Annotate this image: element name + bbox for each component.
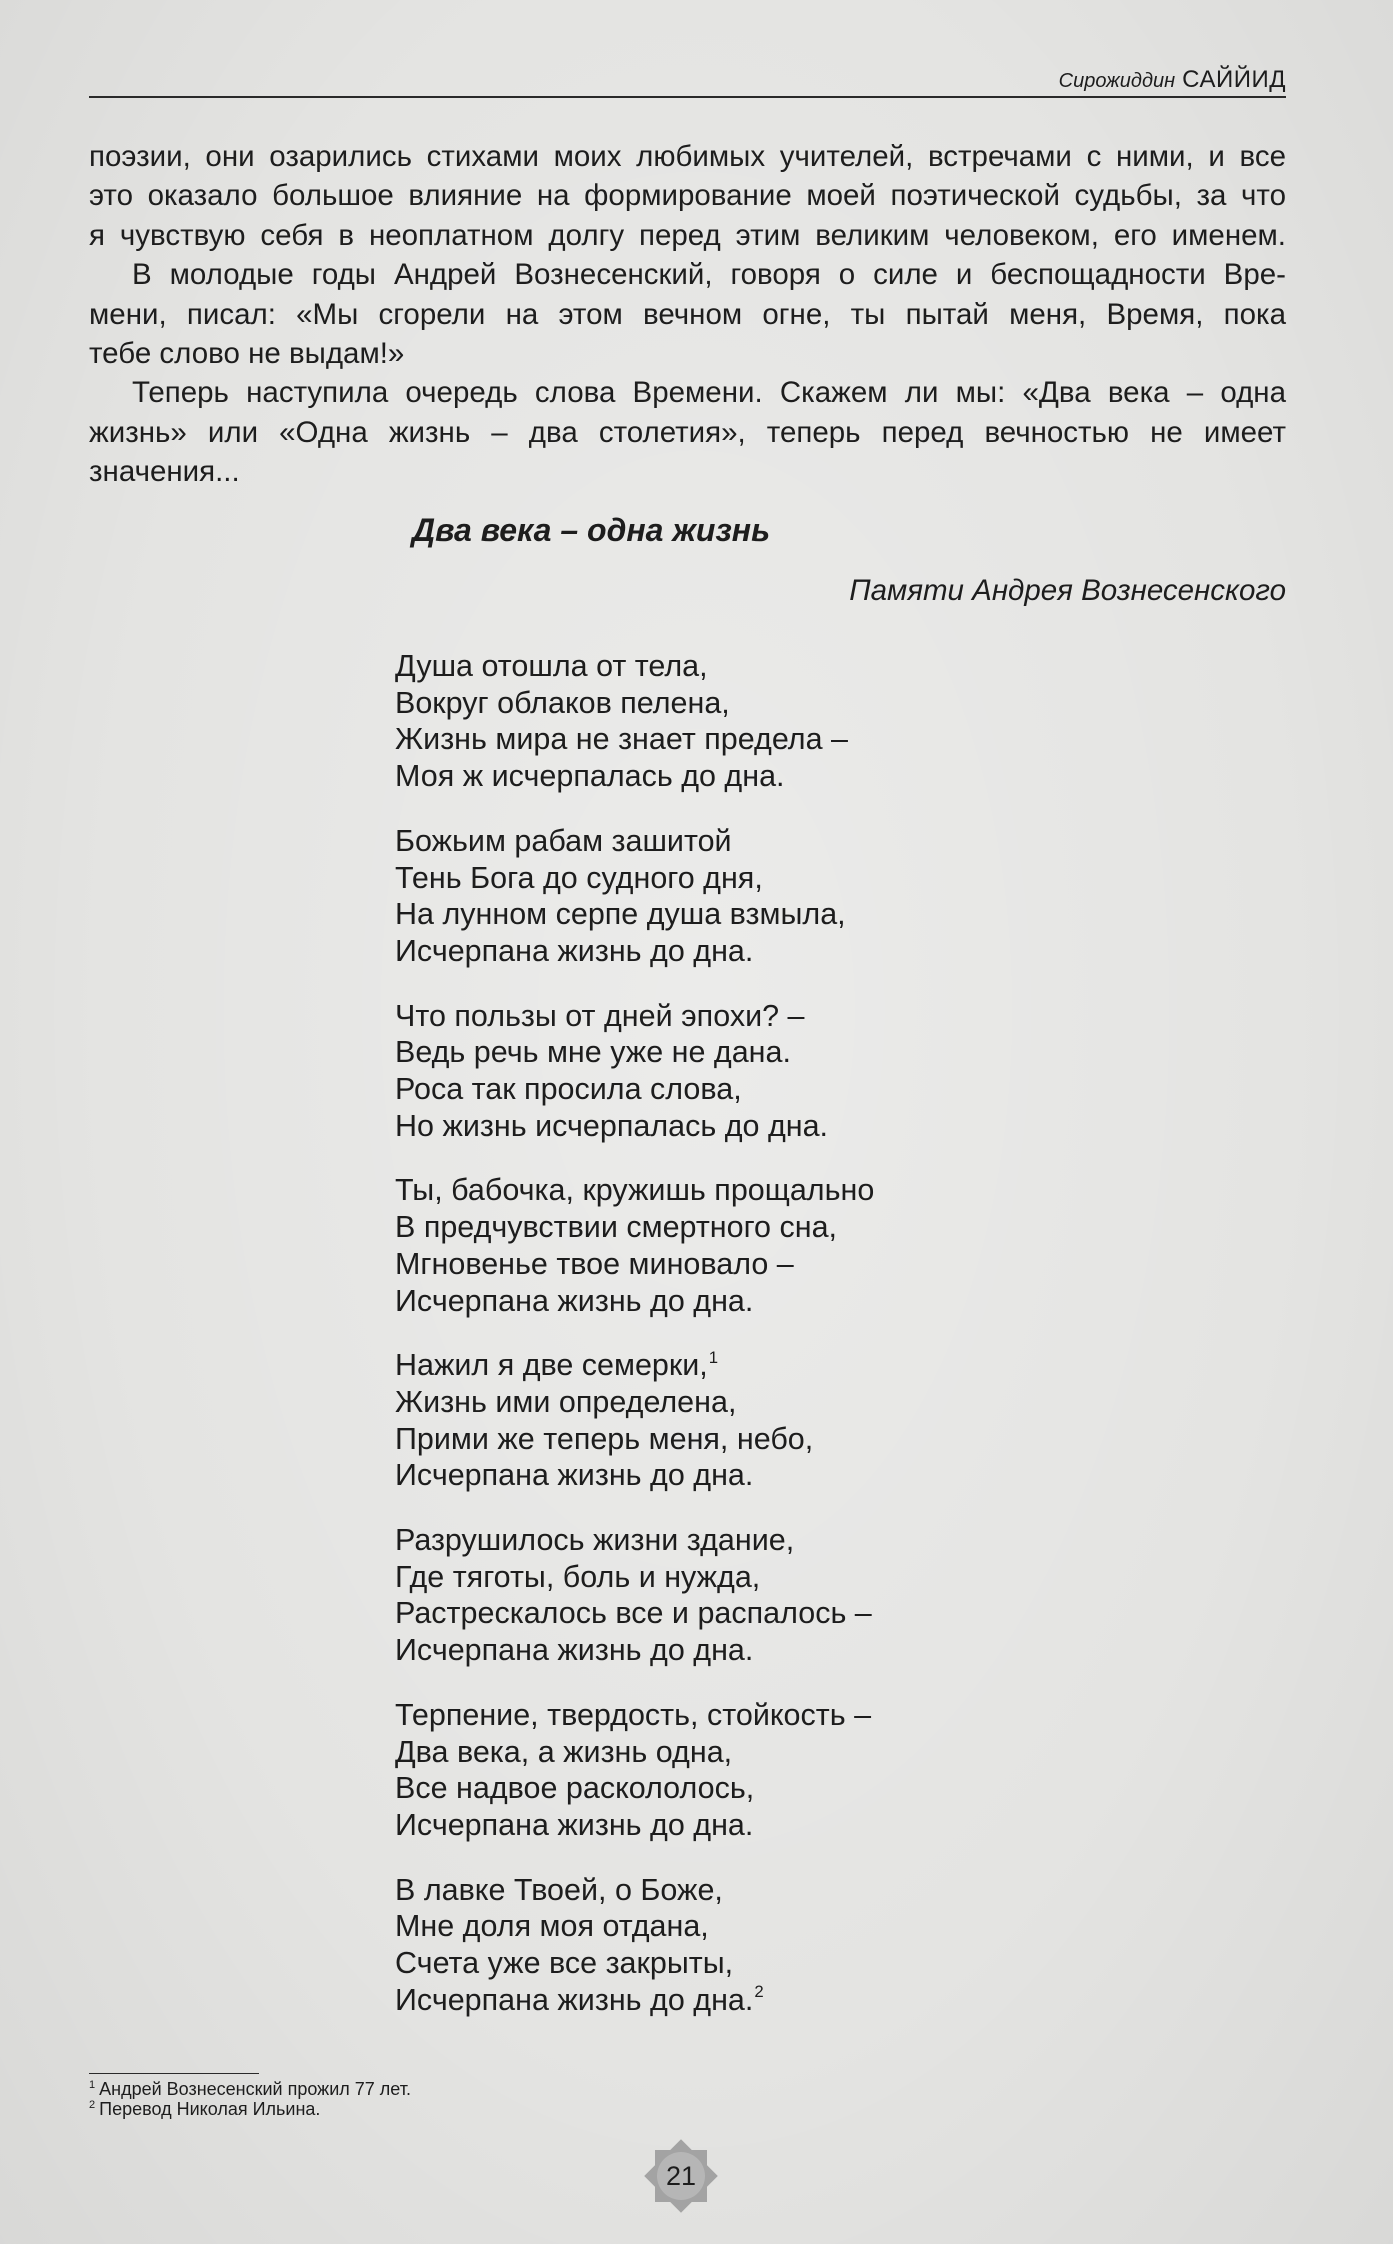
footnote-rule <box>89 2073 259 2074</box>
page-header <box>1059 68 1286 92</box>
poem-line: Исчерпана жизнь до дна. <box>395 1458 754 1493</box>
poem-line: Терпение, твердость, стойкость – <box>395 1697 872 1732</box>
poem-line: Исчерпана жизнь до дна. <box>395 1807 754 1842</box>
stanza <box>395 998 874 1145</box>
poem-line-text: Исчерпана жизнь до дна. <box>395 1982 754 2017</box>
stanza <box>395 1347 874 1494</box>
text-line: это оказало большое влияние на формирование моей поэтической судьбы, за что <box>89 179 1286 213</box>
poem-line: Мне доля моя отдана, <box>395 1909 709 1944</box>
text-line: я чувствую себя в неоплатном долгу перед этим великим человеком, его именем. <box>89 218 1286 252</box>
footnote-mark: 1 <box>89 2079 96 2091</box>
footnote-text: Андрей Вознесенский прожил 77 лет. <box>99 2079 411 2099</box>
poem <box>395 648 874 2047</box>
paragraph <box>89 255 1286 373</box>
footnote-text: Перевод Николая Ильина. <box>99 2099 321 2119</box>
poem-line: Счета уже все закрыты, <box>395 1946 734 1981</box>
header-author-first-name: Сирожиддин <box>1058 70 1176 92</box>
stanza <box>395 1172 874 1319</box>
poem-line: Исчерпана жизнь до дна. <box>395 933 754 968</box>
poem-line: Но жизнь исчерпалась до дна. <box>395 1108 829 1143</box>
page-number: 21 <box>665 2161 697 2191</box>
poem-line <box>395 1347 874 1384</box>
poem-line: Где тяготы, боль и нужда, <box>395 1559 761 1594</box>
header-author-last-name: САЙЙИД <box>1182 66 1286 93</box>
poem-line: Что пользы от дней эпохи? – <box>395 998 805 1033</box>
poem-line: Роса так просила слова, <box>395 1072 742 1107</box>
poem-line: Ведь речь мне уже не дана. <box>395 1035 791 1070</box>
footnote-mark: 2 <box>89 2099 96 2111</box>
stanza <box>395 1872 874 2019</box>
paragraph <box>89 373 1286 491</box>
poem-line: Моя ж исчерпалась до дна. <box>395 759 785 794</box>
footnotes <box>89 2079 411 2119</box>
footnote-ref: 2 <box>754 1982 764 2002</box>
paragraph <box>89 137 1286 255</box>
poem-line: Божьим рабам зашитой <box>395 823 732 858</box>
poem-line: Мгновенье твое миновало – <box>395 1246 794 1281</box>
page-number-badge <box>641 2136 721 2216</box>
poem-line-text: Нажил я две семерки, <box>395 1348 708 1383</box>
poem-title: Два века – одна жизнь <box>412 512 771 548</box>
text-line: жизнь» или «Одна жизнь – два столетия», теперь перед вечностью не имеет <box>89 415 1286 449</box>
poem-line: Прими же теперь меня, небо, <box>395 1421 814 1456</box>
text-line: тебе слово не выдам!» <box>89 337 405 371</box>
poem-line: В лавке Твоей, о Боже, <box>395 1872 723 1907</box>
poem-line: Жизнь мира не знает предела – <box>395 722 848 757</box>
poem-line: Тень Бога до судного дня, <box>395 860 763 895</box>
poem-line: Растрескалось все и распалось – <box>395 1596 872 1631</box>
stanza <box>395 648 874 795</box>
text-line: поэзии, они озарились стихами моих любимых учителей, встречами с ними, и все <box>89 140 1286 173</box>
text-line: Теперь наступила очередь слова Времени. Скажем ли мы: «Два века – одна <box>132 376 1286 410</box>
footnote-ref: 1 <box>708 1347 719 1367</box>
stanza <box>395 1697 874 1844</box>
poem-line: Исчерпана жизнь до дна. <box>395 1283 754 1318</box>
footnote <box>89 2099 411 2119</box>
poem-line: Исчерпана жизнь до дна. <box>395 1633 754 1668</box>
text-line: значения... <box>89 455 240 489</box>
footnote <box>89 2079 411 2099</box>
poem-line: Все надвое раскололось, <box>395 1771 755 1806</box>
poem-line: Жизнь ими определена, <box>395 1384 737 1419</box>
poem-line: Два века, а жизнь одна, <box>395 1734 733 1769</box>
body-text <box>89 137 1286 492</box>
poem-line: На лунном серпе душа взмыла, <box>395 897 846 932</box>
poem-line: Душа отошла от тела, <box>395 649 708 683</box>
text-line: мени, писал: «Мы сгорели на этом вечном огне, ты пытай меня, Время, пока <box>89 297 1286 331</box>
poem-line <box>395 1982 874 2019</box>
text-line: В молодые годы Андрей Вознесенский, говоря о силе и беспощадности Вре- <box>132 258 1286 292</box>
poem-line: Вокруг облаков пелена, <box>395 685 730 720</box>
stanza <box>395 1522 874 1669</box>
poem-line: Разрушилось жизни здание, <box>395 1523 795 1558</box>
header-rule <box>89 96 1286 98</box>
stanza <box>395 823 874 970</box>
poem-dedication: Памяти Андрея Вознесенского <box>849 574 1286 607</box>
poem-line: В предчувствии смертного сна, <box>395 1210 838 1245</box>
poem-line: Ты, бабочка, кружишь прощально <box>395 1173 875 1208</box>
